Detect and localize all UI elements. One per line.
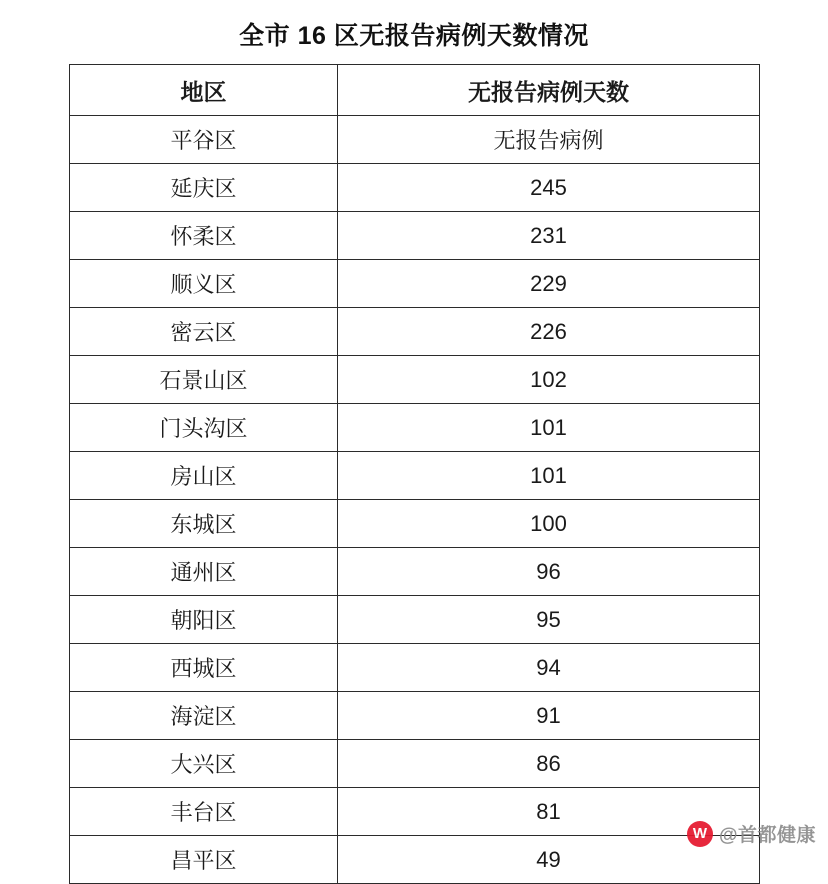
cell-region: 西城区 (70, 644, 338, 692)
cell-days: 81 (338, 788, 760, 836)
cell-days: 101 (338, 404, 760, 452)
cell-region: 朝阳区 (70, 596, 338, 644)
table-body (70, 116, 760, 884)
table-row (70, 164, 760, 212)
cell-days: 86 (338, 740, 760, 788)
cell-days: 49 (338, 836, 760, 884)
table-row (70, 260, 760, 308)
column-header-region: 地区 (70, 65, 338, 116)
cell-days: 91 (338, 692, 760, 740)
table-row (70, 692, 760, 740)
table-row (70, 308, 760, 356)
cell-region: 房山区 (70, 452, 338, 500)
cell-region: 东城区 (70, 500, 338, 548)
cell-region: 昌平区 (70, 836, 338, 884)
cell-days: 229 (338, 260, 760, 308)
cell-region: 平谷区 (70, 116, 338, 164)
cell-region: 大兴区 (70, 740, 338, 788)
table-row (70, 356, 760, 404)
table-row (70, 548, 760, 596)
table-row (70, 452, 760, 500)
cell-days: 94 (338, 644, 760, 692)
cell-region: 密云区 (70, 308, 338, 356)
cell-region: 石景山区 (70, 356, 338, 404)
page-title: 全市 16 区无报告病例天数情况 (239, 22, 589, 50)
table-row (70, 740, 760, 788)
cell-region: 怀柔区 (70, 212, 338, 260)
table-row (70, 500, 760, 548)
cell-days: 231 (338, 212, 760, 260)
table-row (70, 404, 760, 452)
cell-days: 226 (338, 308, 760, 356)
table-row (70, 788, 760, 836)
cell-region: 丰台区 (70, 788, 338, 836)
table-row (70, 116, 760, 164)
weibo-icon: W (687, 821, 713, 847)
cell-days: 95 (338, 596, 760, 644)
cell-days: 无报告病例 (338, 116, 760, 164)
cell-days: 102 (338, 356, 760, 404)
table-row (70, 596, 760, 644)
cell-days: 245 (338, 164, 760, 212)
column-header-days: 无报告病例天数 (338, 65, 760, 116)
cell-days: 100 (338, 500, 760, 548)
cell-region: 通州区 (70, 548, 338, 596)
watermark-label: @首都健康 (718, 825, 816, 846)
table-header (70, 65, 760, 116)
no-report-days-table (69, 64, 760, 884)
cell-region: 海淀区 (70, 692, 338, 740)
table-container (69, 64, 759, 884)
watermark (687, 820, 816, 847)
table-row (70, 644, 760, 692)
cell-region: 顺义区 (70, 260, 338, 308)
table-row (70, 836, 760, 884)
table-header-row (70, 65, 760, 116)
cell-region: 延庆区 (70, 164, 338, 212)
table-row (70, 212, 760, 260)
cell-region: 门头沟区 (70, 404, 338, 452)
cell-days: 96 (338, 548, 760, 596)
cell-days: 101 (338, 452, 760, 500)
